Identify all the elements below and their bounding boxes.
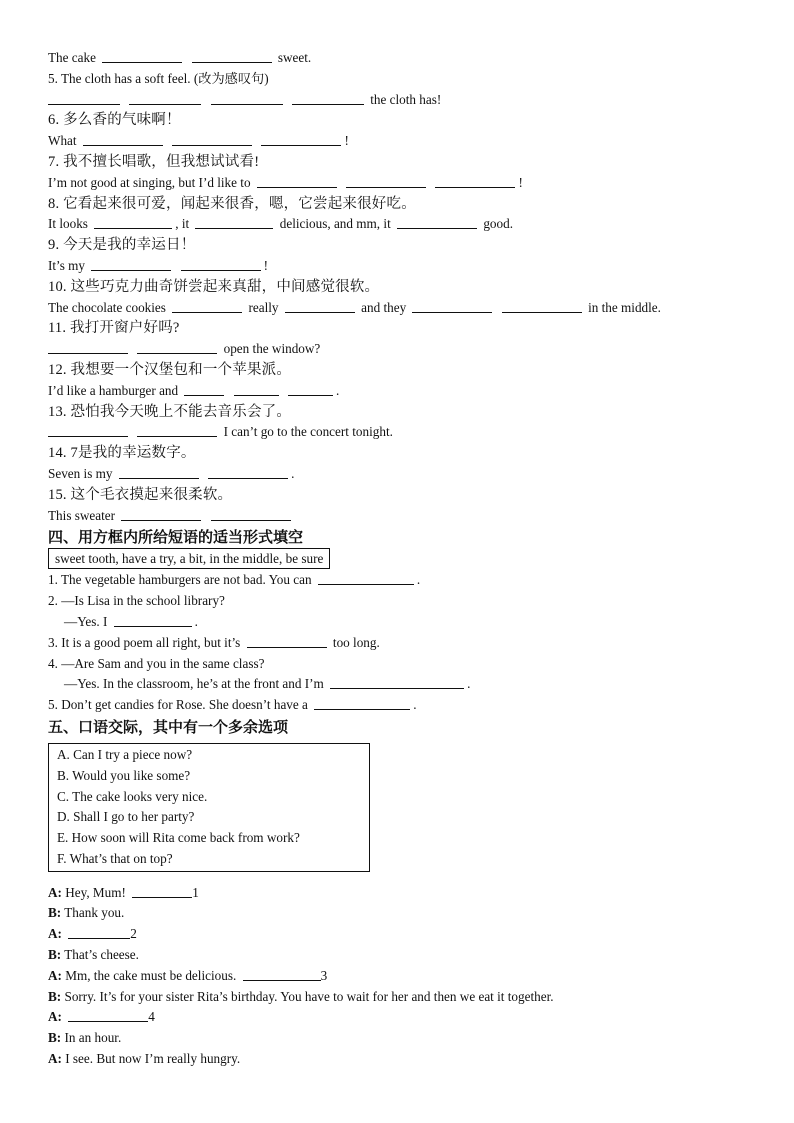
speaker-label: A: <box>48 967 62 983</box>
dialogue-line <box>48 987 748 1008</box>
question-text: 8. 它看起来很可爱，闻起来很香，嗯，它尝起来很好吃。 <box>48 195 416 212</box>
blank-number: 4 <box>148 1009 155 1025</box>
q7-answer-line <box>48 173 748 194</box>
speaker-label: B: <box>48 905 62 921</box>
answer-blank[interactable] <box>68 925 130 939</box>
answer-blank[interactable] <box>247 634 327 648</box>
options-box <box>48 743 370 872</box>
question-text: 7. 我不擅长唱歌，但我想试试看! <box>48 153 260 170</box>
q14-prefix: Seven is my <box>48 465 113 481</box>
question-text: 14. 7是我的幸运数字。 <box>48 445 196 462</box>
answer-blank[interactable] <box>181 257 261 271</box>
speaker-label: B: <box>48 1030 62 1046</box>
q8-prefix: It looks <box>48 216 88 232</box>
answer-blank[interactable] <box>121 507 201 521</box>
question-suffix: . <box>416 572 421 588</box>
dialogue-line <box>48 945 748 966</box>
q10-label <box>48 277 748 298</box>
s4-q2-question <box>48 591 748 612</box>
dialogue-line <box>48 903 748 924</box>
question-text: 15. 这个毛衣摸起来很柔软。 <box>48 486 233 503</box>
answer-blank[interactable] <box>292 91 364 105</box>
answer-blank[interactable] <box>285 299 355 313</box>
speaker-label: B: <box>48 988 62 1004</box>
dialogue-text: I see. But now I’m really hungry. <box>65 1051 241 1067</box>
answer-blank[interactable] <box>330 675 464 689</box>
q9-label <box>48 235 748 256</box>
question-suffix: . <box>413 697 417 713</box>
q11-label <box>48 318 748 339</box>
dialogue-text: Thank you. <box>64 905 125 921</box>
q8-answer-line <box>48 214 748 235</box>
q10-answer-line <box>48 298 748 319</box>
dialogue-line <box>48 1049 748 1070</box>
dialogue-text: Hey, Mum! <box>65 884 126 900</box>
q13-suffix: I can’t go to the concert tonight. <box>223 424 393 440</box>
question-text: 12. 我想要一个汉堡包和一个苹果派。 <box>48 361 292 378</box>
q6-prefix: What <box>48 133 77 149</box>
q5-answer-line <box>48 90 748 111</box>
q11-answer-line <box>48 339 748 360</box>
answer-blank[interactable] <box>211 91 283 105</box>
q7-suffix: ! <box>518 174 523 190</box>
q10-suffix: in the middle. <box>588 299 661 315</box>
answer-blank[interactable] <box>435 174 515 188</box>
q8-suffix: good. <box>483 216 513 232</box>
q14-label <box>48 443 748 464</box>
answer-blank[interactable] <box>91 257 171 271</box>
question-text: 10. 这些巧克力曲奇饼尝起来真甜，中间感觉很软。 <box>48 278 380 295</box>
question-text: 13. 恐怕我今天晚上不能去音乐会了。 <box>48 403 292 420</box>
speaker-label: B: <box>48 947 62 963</box>
q11-suffix: open the window? <box>223 341 321 357</box>
speaker-label: A: <box>48 884 62 900</box>
speaker-label: A: <box>48 1051 62 1067</box>
answer-prefix: —Yes. I <box>64 613 108 629</box>
answer-blank[interactable] <box>172 132 252 146</box>
s4-q3 <box>48 633 748 654</box>
answer-blank[interactable] <box>261 132 341 146</box>
answer-blank[interactable] <box>243 967 321 981</box>
q9-answer-line <box>48 256 748 277</box>
q14-answer-line <box>48 464 748 485</box>
answer-blank[interactable] <box>137 340 217 354</box>
dialogue-line <box>48 883 748 904</box>
question-text: 5. The cloth has a soft feel. (改为感叹句) <box>48 70 269 86</box>
q8-middle-2: delicious, and mm, it <box>279 216 391 232</box>
q9-prefix: It’s my <box>48 257 85 273</box>
q4-answer-line <box>48 48 748 69</box>
answer-blank[interactable] <box>129 91 201 105</box>
section-4-heading <box>48 526 748 548</box>
answer-blank[interactable] <box>234 382 279 396</box>
q8-middle-1: , it <box>175 216 190 232</box>
q10-middle-1: really <box>248 299 279 315</box>
s4-q4-question <box>48 654 748 675</box>
question-text: 5. Don’t get candies for Rose. She doesn’t have a <box>48 697 308 713</box>
answer-blank[interactable] <box>137 423 217 437</box>
q12-answer-line <box>48 381 748 402</box>
section-5-heading <box>48 716 748 738</box>
answer-blank[interactable] <box>208 465 288 479</box>
q6-answer-line <box>48 131 748 152</box>
q12-label <box>48 360 748 381</box>
answer-blank[interactable] <box>184 382 224 396</box>
answer-blank[interactable] <box>412 299 492 313</box>
q4-suffix: sweet. <box>277 50 312 65</box>
s4-q4-answer <box>48 674 748 695</box>
q6-label <box>48 110 748 131</box>
s4-q1 <box>48 570 748 591</box>
answer-blank[interactable] <box>192 49 272 63</box>
blank-number: 3 <box>320 967 328 983</box>
answer-blank[interactable] <box>195 215 273 229</box>
answer-blank[interactable] <box>257 174 337 188</box>
q10-prefix: The chocolate cookies <box>48 299 166 315</box>
dialogue-line <box>48 1028 748 1049</box>
answer-blank[interactable] <box>346 174 426 188</box>
answer-blank[interactable] <box>48 91 120 105</box>
answer-blank[interactable] <box>318 571 414 585</box>
s4-q5 <box>48 695 748 716</box>
q12-suffix: . <box>336 382 340 398</box>
answer-blank[interactable] <box>48 340 128 354</box>
section-title: 四、用方框内所给短语的适当形式填空 <box>48 528 304 547</box>
q15-answer-line <box>48 506 748 527</box>
answer-prefix: —Yes. In the classroom, he’s at the front and I’m <box>64 676 324 692</box>
q5-label <box>48 69 748 90</box>
q10-middle-2: and they <box>361 299 407 315</box>
answer-blank[interactable] <box>397 215 477 229</box>
dialogue-line <box>48 1007 748 1028</box>
answer-blank[interactable] <box>172 299 242 313</box>
question-text: 1. The vegetable hamburgers are not bad. You can <box>48 572 312 588</box>
dialogue-line <box>48 924 748 945</box>
answer-blank[interactable] <box>502 299 582 313</box>
option-item: E. How soon will Rita come back from work? <box>57 830 300 846</box>
option-item: D. Shall I go to her party? <box>57 809 195 825</box>
answer-blank[interactable] <box>211 507 291 521</box>
q6-suffix: ! <box>344 133 349 149</box>
dialogue-line <box>48 966 748 987</box>
question-text: 2. —Is Lisa in the school library? <box>48 593 225 609</box>
answer-blank[interactable] <box>68 1008 148 1022</box>
option-item: C. The cake looks very nice. <box>57 788 208 804</box>
answer-suffix: . <box>194 613 198 629</box>
answer-blank[interactable] <box>314 696 410 710</box>
q14-suffix: . <box>291 465 295 481</box>
q12-prefix: I’d like a hamburger and <box>48 382 179 398</box>
answer-blank[interactable] <box>132 884 192 898</box>
dialogue-text: That’s cheese. <box>64 947 139 963</box>
question-text: 9. 今天是我的幸运日！ <box>48 237 196 254</box>
question-suffix: too long. <box>332 634 380 650</box>
option-item: B. Would you like some? <box>57 767 191 783</box>
q9-suffix: ! <box>263 257 268 273</box>
blank-number: 1 <box>192 884 199 900</box>
q7-prefix: I’m not good at singing, but I’d like to <box>48 174 251 190</box>
q13-answer-line <box>48 422 748 443</box>
answer-blank[interactable] <box>114 613 192 627</box>
q4-prefix: The cake <box>48 50 96 65</box>
q5-suffix: the cloth has! <box>370 91 442 107</box>
answer-blank[interactable] <box>288 382 333 396</box>
question-text: 4. —Are Sam and you in the same class? <box>48 655 265 671</box>
q13-label <box>48 402 748 423</box>
q15-prefix: This sweater <box>48 507 116 523</box>
speaker-label: A: <box>48 1009 62 1025</box>
q7-label <box>48 152 748 173</box>
dialogue-text: Sorry. It’s for your sister Rita’s birthday. You have to wait for her and then we eat it together. <box>64 988 554 1004</box>
blank-number: 2 <box>130 926 137 942</box>
dialogue-text: In an hour. <box>64 1030 122 1046</box>
answer-blank[interactable] <box>94 215 172 229</box>
option-item: F. What’s that on top? <box>57 850 173 866</box>
answer-blank[interactable] <box>119 465 199 479</box>
question-text: 3. It is a good poem all right, but it’s <box>48 634 241 650</box>
q15-label <box>48 485 748 506</box>
option-item: A. Can I try a piece now? <box>57 746 193 762</box>
q8-label <box>48 194 748 215</box>
answer-suffix: . <box>467 676 471 692</box>
phrase-box-row <box>48 548 748 570</box>
answer-blank[interactable] <box>48 423 128 437</box>
question-text: 6. 多么香的气味啊！ <box>48 112 181 129</box>
worksheet-page <box>48 48 748 1070</box>
dialogue-text: Mm, the cake must be delicious. <box>65 967 237 983</box>
s4-q2-answer <box>48 612 748 633</box>
section-title: 五、口语交际，其中有一个多余选项 <box>48 717 289 736</box>
answer-blank[interactable] <box>83 132 163 146</box>
answer-blank[interactable] <box>102 49 182 63</box>
question-text: 11. 我打开窗户好吗? <box>48 320 180 337</box>
phrase-box: sweet tooth, have a try, a bit, in the middle, be sure <box>48 548 330 569</box>
speaker-label: A: <box>48 926 62 942</box>
